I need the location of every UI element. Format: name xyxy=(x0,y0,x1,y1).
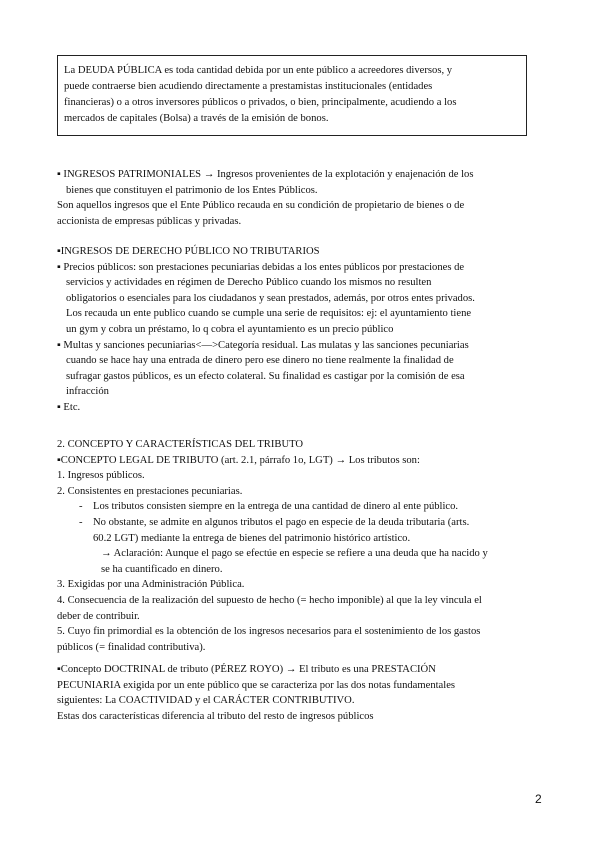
doctrinal-text: siguientes: La COACTIVIDAD y el CARÁCTER CONTRIBUTIVO. xyxy=(57,695,355,707)
list-item: 1. Ingresos públicos. xyxy=(57,470,145,482)
doctrinal-text: ▪Concepto DOCTRINAL de tributo (PÉREZ ROYO) → El tributo es una PRESTACIÓN xyxy=(57,664,436,675)
precios-text: Precios públicos: son prestaciones pecuniarias debidas a los entes públicos por prestaciones de xyxy=(63,261,465,273)
concepto-legal: ▪CONCEPTO LEGAL DE TRIBUTO (art. 2.1, párrafo 1o, LGT) → Los tributos son: xyxy=(57,454,420,466)
aclaracion-cont: se ha cuantificado en dinero. xyxy=(101,563,223,575)
precios-text: un gym y cobra un préstamo, lo q cobra el ayuntamiento es un precio público xyxy=(66,323,394,335)
patrimoniales-text: accionista de empresas públicas y privadas. xyxy=(57,215,242,227)
definition-line: La DEUDA PÚBLICA es toda cantidad debida por un ente público a acreedores diversos, y xyxy=(64,65,453,76)
bullet: ▪ xyxy=(57,339,61,351)
multas-text: sufragar gastos públicos, es un efecto colateral. Su finalidad es castigar por la comisión de esa xyxy=(66,370,465,382)
etc-text: Etc. xyxy=(63,401,81,413)
definition-line: puede contraerse bien acudiendo directamente a prestamistas institucionales (entidades xyxy=(64,81,433,92)
multas-text: infracción xyxy=(66,386,109,398)
list-item-cont: públicos (= finalidad contributiva). xyxy=(57,641,206,653)
list-item-cont: deber de contribuir. xyxy=(57,610,140,622)
bullet: ▪ xyxy=(57,169,61,180)
definition-line: financieras) o a otros inversores públicos o privados, o bien, principalmente, acudiendo a los xyxy=(64,97,457,108)
bullet: ▪ xyxy=(57,401,61,413)
sub-item: - Los tributos consisten siempre en la entrega de una cantidad de dinero al ente público. xyxy=(57,499,544,515)
patrimoniales-text: Son aquellos ingresos que el Ente Público recauda en su condición de propietario de bienes o de xyxy=(57,200,465,212)
dash: - xyxy=(79,516,83,528)
list-item: 5. Cuyo fin primordial es la obtención de los ingresos necesarios para el sostenimiento de los gastos xyxy=(57,626,481,638)
multas-text: cuando se hace hay una entrada de dinero pero ese dinero no tiene realmente la finalidad de xyxy=(66,355,454,367)
aclaracion: → Aclaración: Aunque el pago se efectúe en especie se refiere a una deuda que ha nacido y xyxy=(101,548,488,560)
ingresos-patrimoniales xyxy=(57,167,544,229)
list-item: 2. Consistentes en prestaciones pecuniarias. xyxy=(57,485,243,497)
definition-line: mercados de capitales (Bolsa) a través de la emisión de bonos. xyxy=(64,113,329,124)
list-item: 3. Exigidas por una Administración Pública. xyxy=(57,579,245,591)
patrimoniales-text: bienes que constituyen el patrimonio de los Entes Públicos. xyxy=(66,184,318,196)
dash: - xyxy=(79,501,83,513)
precios-text: servicios y actividades en régimen de Derecho Público cuando los mismos no resulten xyxy=(66,277,432,289)
doctrinal-text: PECUNIARIA exigida por un ente público que se caracteriza por las dos notas fundamentales xyxy=(57,679,456,691)
ingresos-no-tributarios xyxy=(57,244,544,416)
no-tributarios-heading: ▪INGRESOS DE DERECHO PÚBLICO NO TRIBUTARIOS xyxy=(57,246,320,257)
list-item: 4. Consecuencia de la realización del supuesto de hecho (= hecho imponible) al que la ley vincula el xyxy=(57,594,482,606)
precios-text: Los recauda un ente publico cuando se cumple una serie de requisitos: ej: el ayuntamiento tiene xyxy=(66,308,472,320)
patrimoniales-heading: INGRESOS PATRIMONIALES → Ingresos provenientes de la explotación y enajenación de los xyxy=(63,169,474,180)
concepto-tributo xyxy=(57,437,544,655)
multas-text: Multas y sanciones pecuniarias<—>Categoría residual. Las mulatas y las sanciones pecuniarias xyxy=(63,339,469,351)
page-number: 2 xyxy=(535,792,542,806)
definition-box xyxy=(57,55,527,136)
concepto-doctrinal xyxy=(57,662,544,724)
sub-item-cont: 60.2 LGT) mediante la entrega de bienes del patrimonio histórico artístico. xyxy=(93,532,411,544)
section-title: 2. CONCEPTO Y CARACTERÍSTICAS DEL TRIBUTO xyxy=(57,439,304,450)
bullet: ▪ xyxy=(57,261,61,273)
precios-text: obligatorios o esenciales para los ciudadanos y sean prestados, además, por otros entes privados. xyxy=(66,292,475,304)
doctrinal-text: Estas dos características diferencia al tributo del resto de ingresos públicos xyxy=(57,710,374,722)
sub-item: - No obstante, se admite en algunos tributos el pago en especie de la deuda tributaria (arts. xyxy=(57,515,544,531)
